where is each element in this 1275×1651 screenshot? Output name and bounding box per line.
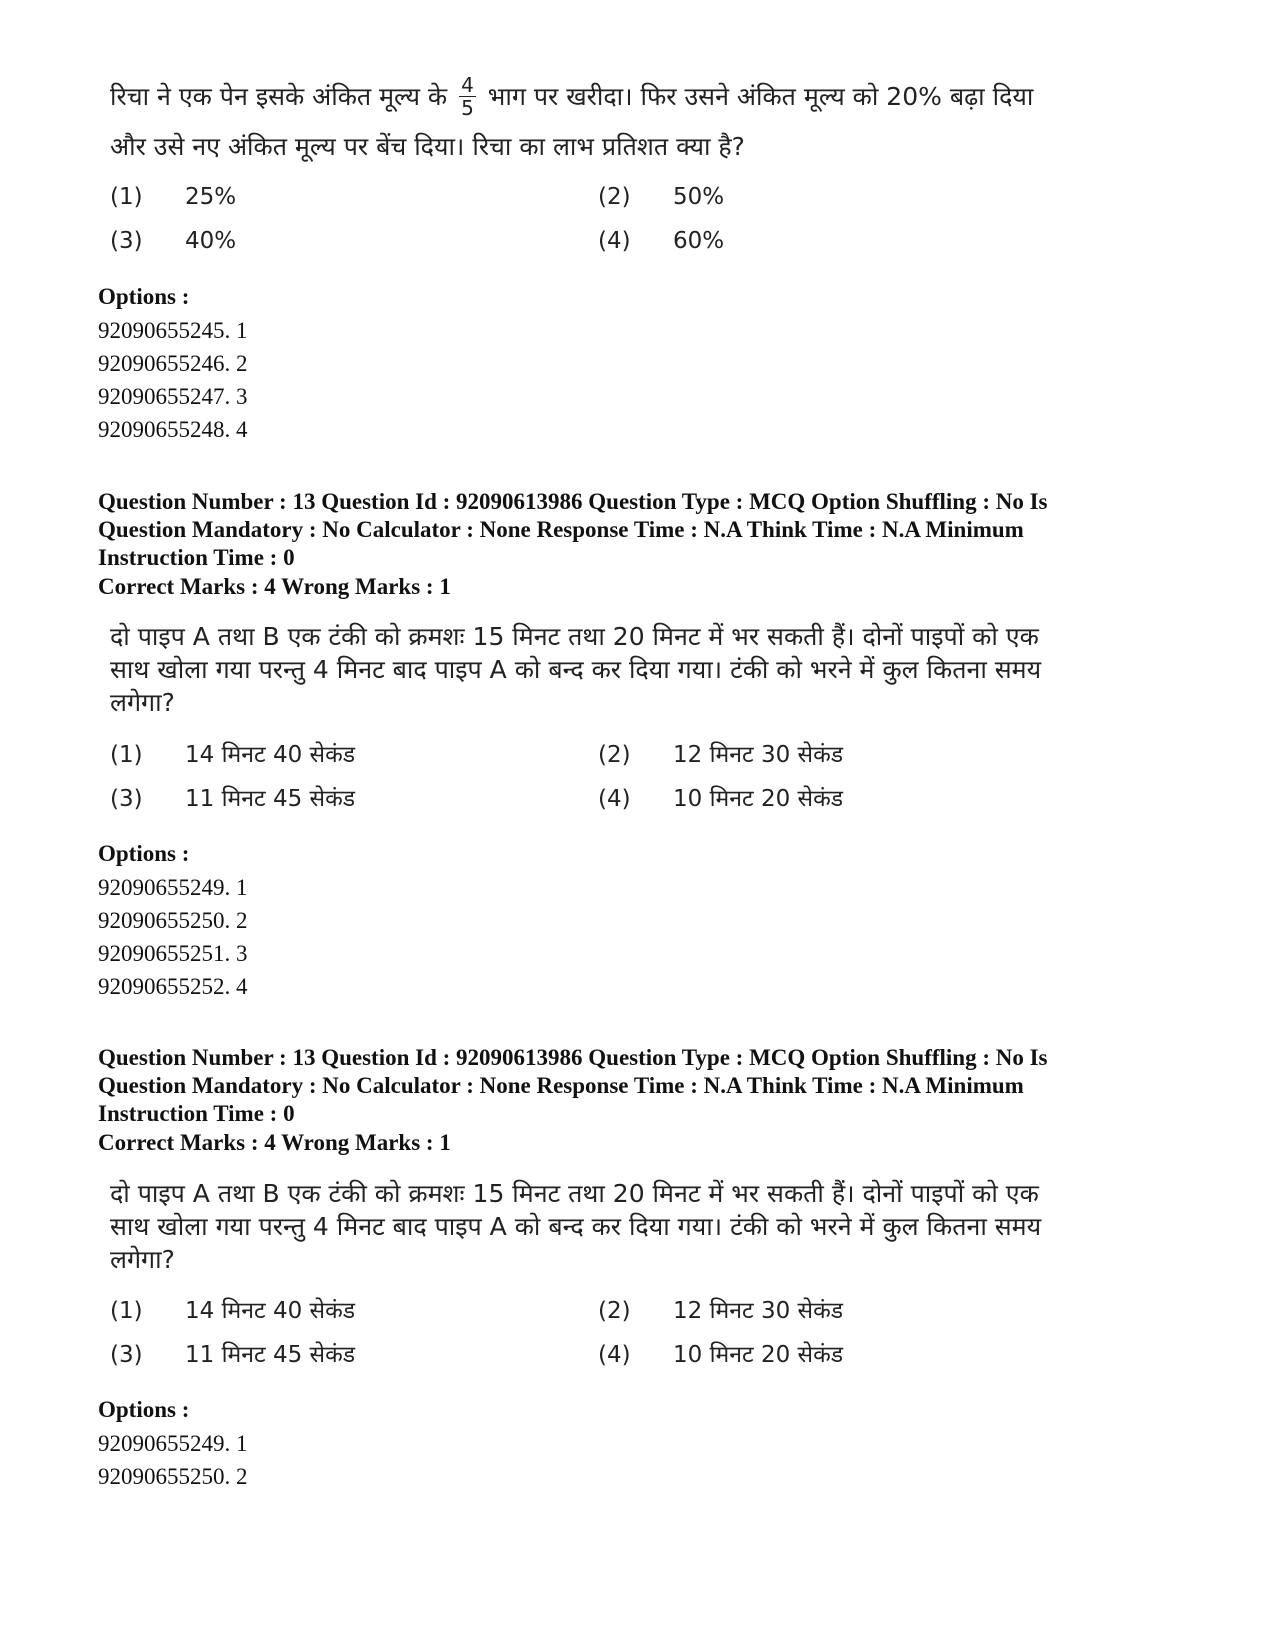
- option-id-list: [98, 314, 248, 446]
- option-item: (3) 11 मिनट 45 सेकंड: [110, 786, 356, 812]
- option-id: 92090655249. 1: [98, 875, 248, 900]
- question-text: [110, 72, 1120, 172]
- option-id-list: [98, 1427, 248, 1493]
- option-id: 92090655248. 4: [98, 417, 248, 442]
- question-meta: Question Number : 13 Question Id : 92090613986 Question Type : MCQ Option Shuffling : No Is Question Mandatory : No Calculator : None Response Time : N.A Think Time : N.A Minimum Instruction Time : 0: [98, 489, 1048, 570]
- option-id: 92090655247. 3: [98, 384, 248, 409]
- option-item: (4) 10 मिनट 20 सेकंड: [598, 786, 844, 812]
- marks-info: Correct Marks : 4 Wrong Marks : 1: [98, 1130, 451, 1155]
- question-text: दो पाइप A तथा B एक टंकी को क्रमशः 15 मिनट तथा 20 मिनट में भर सकती हैं। दोनों पाइपों को एक साथ खोला गया परन्तु 4 मिनट बाद पाइप A को बन्द कर दिया गया। टंकी को भरने में कुल कितना समय लगेगा?: [110, 622, 1042, 717]
- options-heading: Options :: [98, 841, 190, 866]
- option-item: (3) 40%: [110, 228, 237, 254]
- option-item: (4) 10 मिनट 20 सेकंड: [598, 1342, 844, 1368]
- option-id: 92090655245. 1: [98, 318, 248, 343]
- option-id-list: [98, 871, 248, 1003]
- option-item: (1) 25%: [110, 184, 237, 210]
- option-row: [110, 1293, 1010, 1337]
- option-id: 92090655252. 4: [98, 974, 248, 999]
- question-line: और उसे नए अंकित मूल्य पर बेंच दिया। रिचा का लाभ प्रतिशत क्या है?: [110, 132, 745, 161]
- options-heading: Options :: [98, 284, 190, 309]
- option-row: [110, 1337, 1010, 1381]
- option-item: (3) 11 मिनट 45 सेकंड: [110, 1342, 356, 1368]
- option-id: 92090655250. 2: [98, 908, 248, 933]
- option-row: [110, 737, 1010, 781]
- marks-info: Correct Marks : 4 Wrong Marks : 1: [98, 574, 451, 599]
- option-item: (2) 50%: [598, 184, 725, 210]
- option-item: (1) 14 मिनट 40 सेकंड: [110, 1298, 356, 1324]
- answer-options: [110, 737, 1010, 825]
- question-meta: Question Number : 13 Question Id : 92090613986 Question Type : MCQ Option Shuffling : No Is Question Mandatory : No Calculator : None Response Time : N.A Think Time : N.A Minimum Instruction Time : 0: [98, 1045, 1048, 1126]
- option-item: (4) 60%: [598, 228, 725, 254]
- answer-options: [110, 184, 1010, 272]
- question-text: दो पाइप A तथा B एक टंकी को क्रमशः 15 मिनट तथा 20 मिनट में भर सकती हैं। दोनों पाइपों को एक साथ खोला गया परन्तु 4 मिनट बाद पाइप A को बन्द कर दिया गया। टंकी को भरने में कुल कितना समय लगेगा?: [110, 1179, 1042, 1274]
- option-id: 92090655251. 3: [98, 941, 248, 966]
- option-row: [110, 781, 1010, 825]
- options-heading: Options :: [98, 1397, 190, 1422]
- option-id: 92090655249. 1: [98, 1431, 248, 1456]
- question-line: रिचा ने एक पेन इसके अंकित मूल्य के $\frac{4}{5}$ भाग पर खरीदा। फिर उसने अंकित मूल्य को 20% बढ़ा दिया: [110, 72, 1034, 120]
- option-item: (2) 12 मिनट 30 सेकंड: [598, 1298, 844, 1324]
- option-item: (1) 14 मिनट 40 सेकंड: [110, 742, 356, 768]
- option-row: [110, 228, 1010, 272]
- option-item: (2) 12 मिनट 30 सेकंड: [598, 742, 844, 768]
- option-id: 92090655246. 2: [98, 351, 248, 376]
- answer-options: [110, 1293, 1010, 1381]
- fraction: $\frac{4}{5}$: [461, 72, 474, 120]
- option-row: [110, 184, 1010, 228]
- option-id: 92090655250. 2: [98, 1464, 248, 1489]
